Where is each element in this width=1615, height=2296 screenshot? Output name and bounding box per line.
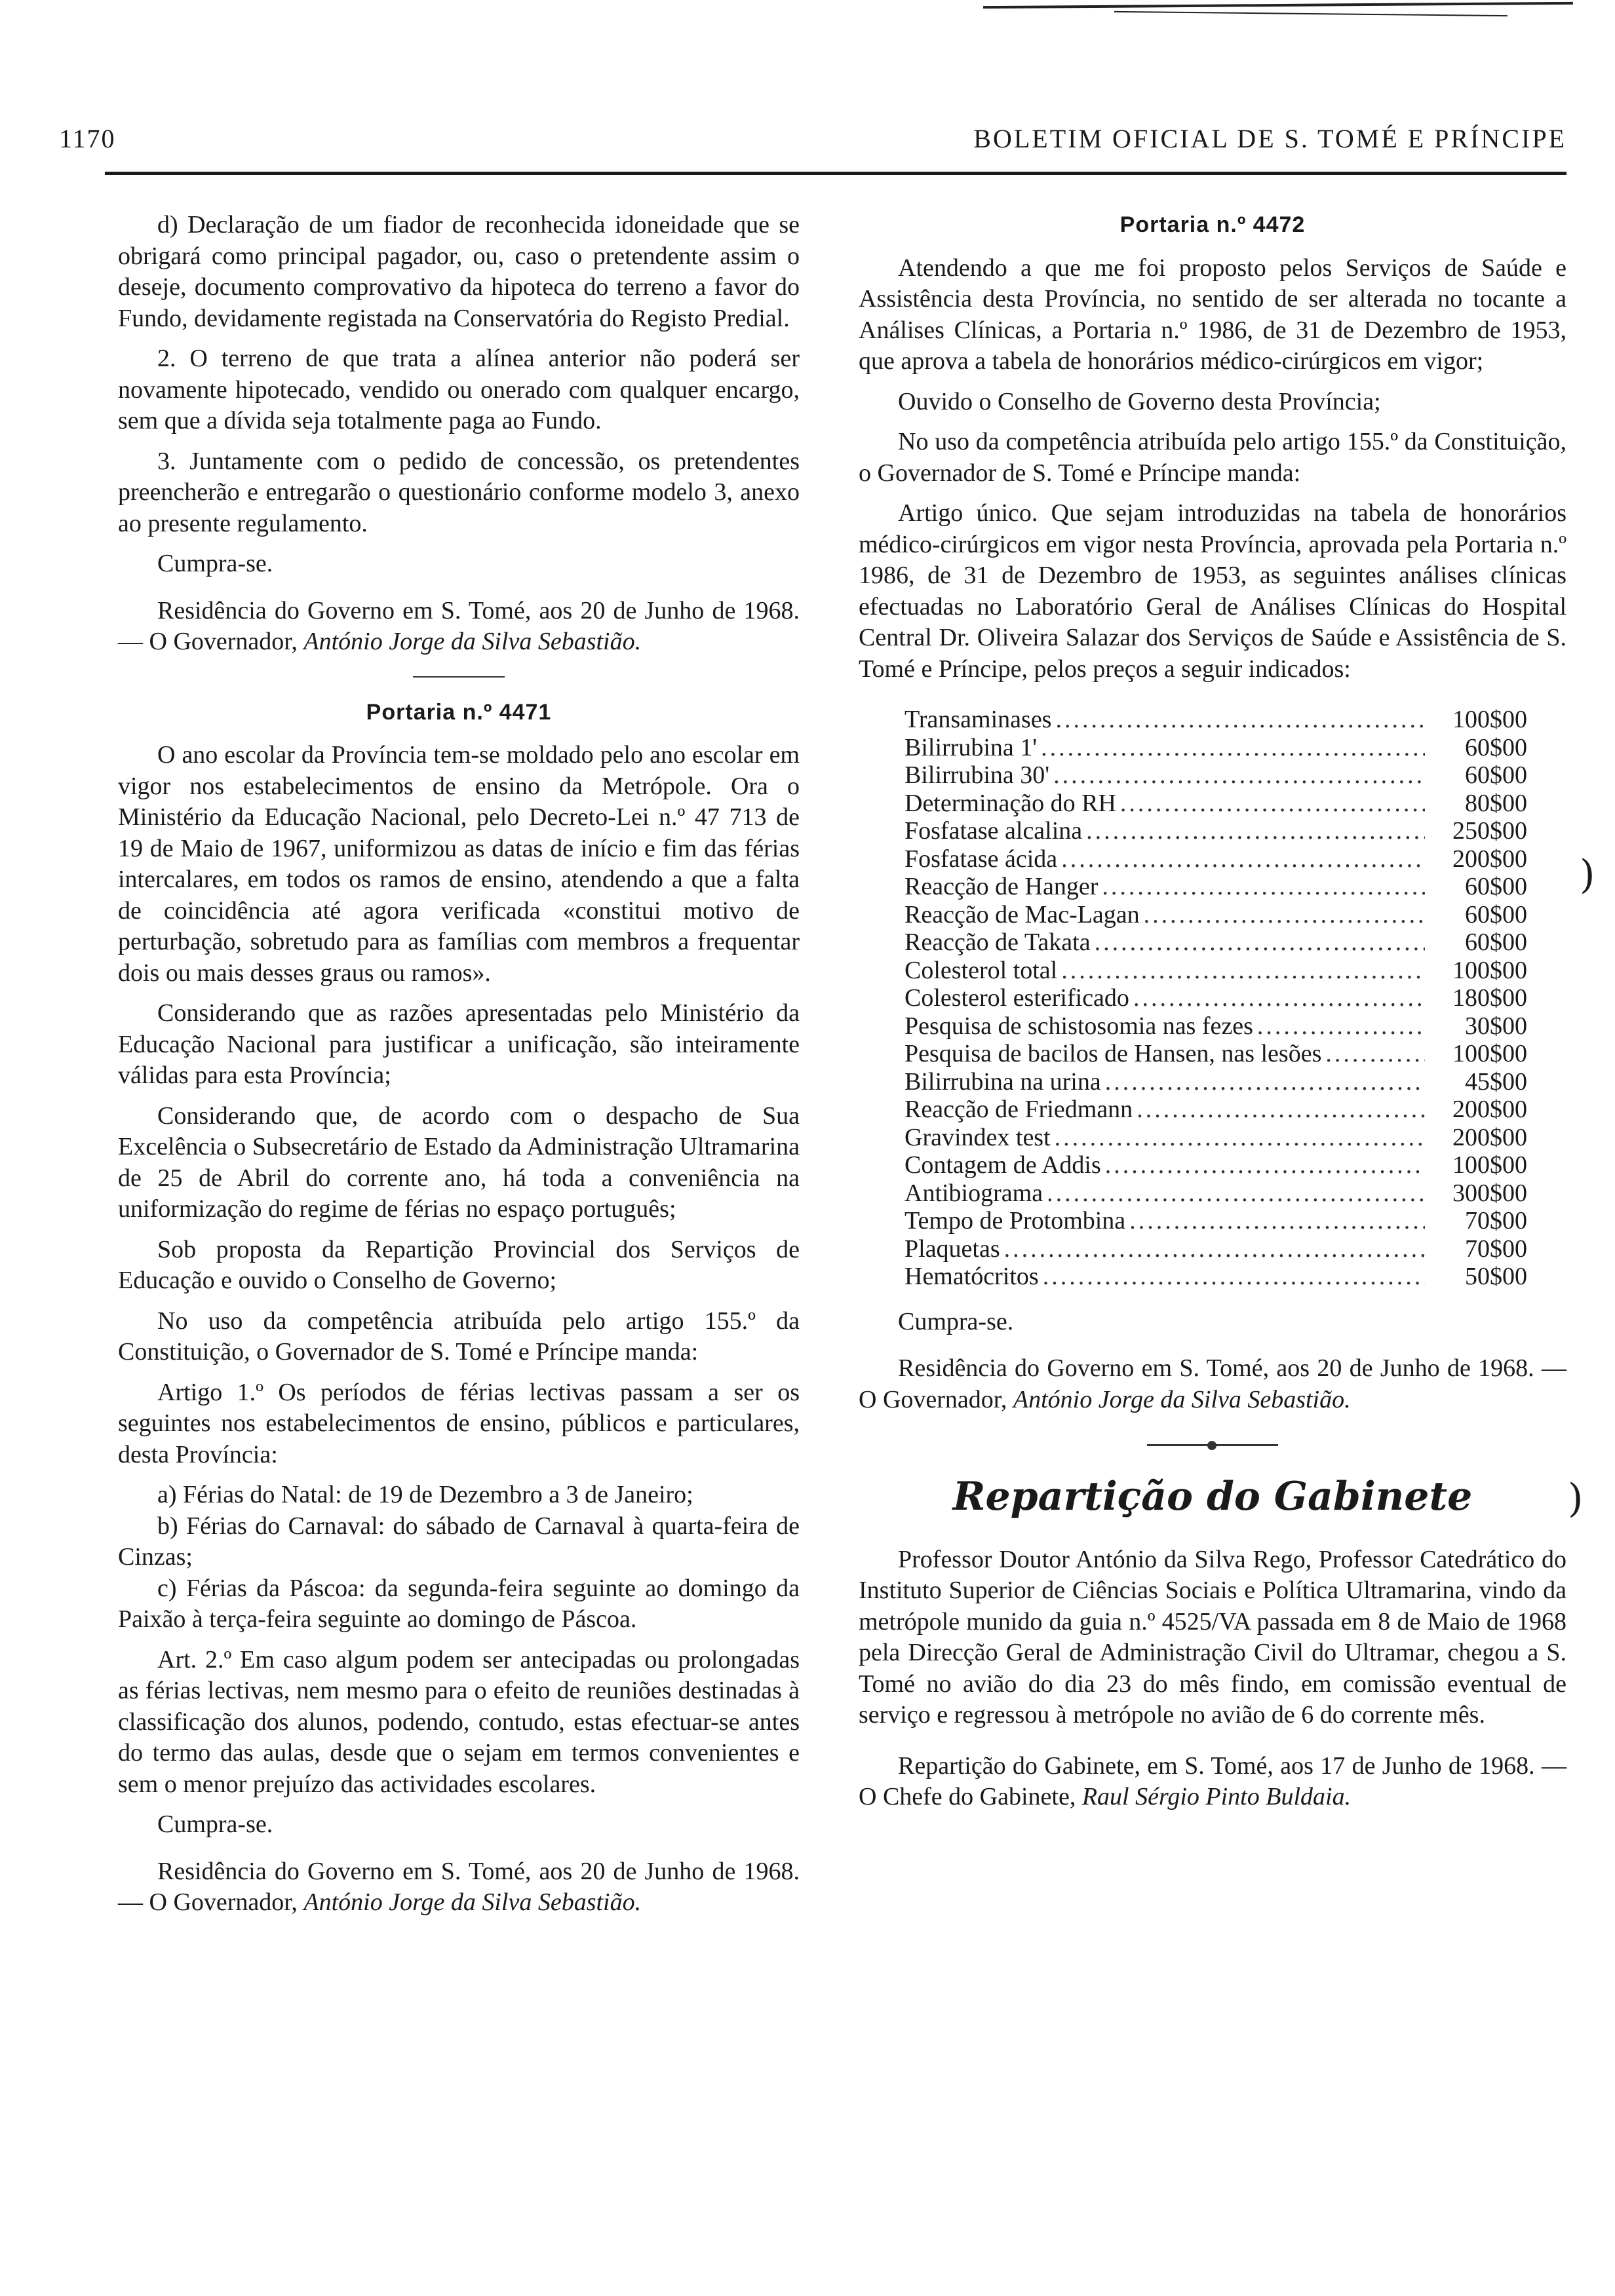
fee-name: Plaquetas [905, 1234, 1000, 1263]
left-column [118, 210, 800, 1919]
fee-row [905, 1178, 1527, 1206]
fee-price: 200$00 [1452, 1123, 1527, 1151]
fee-leader-dots [1105, 1150, 1425, 1181]
fee-row [905, 900, 1527, 928]
divider-dot [1207, 1441, 1216, 1450]
fee-row [905, 733, 1527, 761]
p4471-paragraph-1: O ano escolar da Província tem-se moldado pelo ano escolar em vigor nos estabelecimentos de ensino da Metrópole. Ora o Ministério da Educação Nacional, pelo Decreto-Lei n.º 47 713 de 19 de Maio de 1967, uniformizou as datas de início e fim das férias intercalares, em todos os ramos de ensino, atendendo a que a falta de coincidência até agora verificada «constitui motivo de perturbação, sobretudo para as famílias com membros a frequentar dois ou mais desses graus ou ramos». [118, 741, 800, 987]
chefe-name: Raul Sérgio Pinto Buldaia. [1081, 1783, 1352, 1810]
p4471-artigo-2: Art. 2.º Em caso algum podem ser antecipadas ou prolongadas as férias lectivas, nem mesmo para o efeito de reuniões destinadas à classificação dos alunos, podendo, contudo, estas efectuar-se antes do termo das aulas, desde que o sejam em termos convenientes e sem o menor prejuízo das actividades escolares. [118, 1645, 800, 1798]
fee-price: 100$00 [1452, 706, 1527, 733]
fee-name: Determinação do RH [905, 789, 1116, 817]
scan-artifact-top-line-2 [1114, 11, 1508, 16]
fee-name: Bilirrubina 1' [905, 733, 1038, 761]
fee-name: Contagem de Addis [905, 1151, 1101, 1179]
fee-row [905, 788, 1527, 816]
fee-row [905, 816, 1527, 844]
fee-leader-dots [1325, 1039, 1425, 1070]
fee-price: 60$00 [1465, 900, 1527, 928]
governor-name-2: António Jorge da Silva Sebastião. [303, 1888, 642, 1916]
fee-row [905, 1122, 1527, 1151]
fee-price: 180$00 [1452, 984, 1527, 1012]
gabinete-paragraph-1: Professor Doutor António da Silva Rego, Professor Catedrático do Instituto Superior de Ciências Sociais e Política Ultramarina, vindo da metrópole munido da guia n.º 4525/VA passada em 8 de Maio de 1968 pela Direcção Geral de Administração Civil do Ultramar, chegou a S. Tomé no avião do dia 23 do mês findo, em comissão eventual de serviço e regressou à metrópole no avião de 6 do corrente mês. [859, 1545, 1566, 1729]
governor-name-3: António Jorge da Silva Sebastião. [1013, 1385, 1351, 1413]
fee-leader-dots [1102, 871, 1425, 903]
fee-table [859, 704, 1566, 1290]
list-item-a: a) Férias do Natal: de 19 de Dezembro a 3 de Janeiro; [157, 1481, 693, 1508]
fee-price: 300$00 [1452, 1179, 1527, 1207]
fee-price: 100$00 [1452, 1151, 1527, 1179]
right-column [859, 210, 1566, 1813]
fee-leader-dots [1055, 704, 1425, 736]
fee-leader-dots [1041, 733, 1425, 764]
fee-name: Reacção de Mac-Lagan [905, 900, 1140, 928]
fee-price: 60$00 [1465, 761, 1527, 789]
residencia-2 [118, 1856, 800, 1919]
fee-name: Pesquisa de schistosomia nas fezes [905, 1012, 1253, 1040]
fee-name: Fosfatase alcalina [905, 817, 1083, 845]
fee-price: 70$00 [1465, 1207, 1527, 1234]
fee-name: Bilirrubina na urina [905, 1067, 1101, 1096]
residencia-3 [859, 1353, 1566, 1415]
p4472-paragraph-2: Ouvido o Conselho de Governo desta Província; [898, 387, 1381, 415]
fee-price: 100$00 [1452, 1040, 1527, 1067]
fee-name: Pesquisa de bacilos de Hansen, nas lesões [905, 1040, 1322, 1067]
governor-name-1: António Jorge da Silva Sebastião. [303, 628, 642, 655]
fee-row [905, 1039, 1527, 1067]
fee-price: 60$00 [1465, 928, 1527, 956]
fee-name: Reacção de Hanger [905, 873, 1099, 900]
fee-price: 60$00 [1465, 733, 1527, 761]
portaria-4472-title: Portaria n.º 4472 [1119, 212, 1306, 237]
fee-name: Gravindex test [905, 1123, 1051, 1151]
fee-leader-dots [1053, 760, 1425, 792]
fee-leader-dots [1043, 1261, 1425, 1293]
p4472-paragraph-1: Atendendo a que me foi proposto pelos Serviços de Saúde e Assistência desta Província, no sentido de ser alterada no tocante a Análises Clínicas, a Portaria n.º 1986, de 31 de Dezembro de 1953, que aprova a tabela de honorários médico-cirúrgicos em vigor; [859, 254, 1566, 375]
header-rule [105, 172, 1566, 175]
cumpra-se-3: Cumpra-se. [898, 1307, 1014, 1335]
fee-name: Reacção de Friedmann [905, 1096, 1133, 1123]
fee-row [905, 1011, 1527, 1039]
fee-row [905, 844, 1527, 872]
fee-row [905, 871, 1527, 900]
residencia-1-text: Residência do Governo em S. Tomé, aos 20 de Junho de 1968. — O Governador, [118, 596, 800, 655]
fee-row [905, 983, 1527, 1011]
residencia-2-text: Residência do Governo em S. Tomé, aos 20 de Junho de 1968. — O Governador, [118, 1857, 800, 1916]
fee-row [905, 1261, 1527, 1290]
gabinete-signature [859, 1751, 1566, 1813]
p4471-paragraph-3: Considerando que, de acordo com o despacho de Sua Excelência o Subsecretário de Estado da Administração Ultramarina de 25 de Abril do corrente ano, há toda a conveniência na uniformização do regime de férias no espaço português; [118, 1101, 800, 1223]
fee-leader-dots [1129, 1206, 1425, 1237]
fee-price: 200$00 [1452, 1096, 1527, 1123]
fee-leader-dots [1004, 1234, 1425, 1265]
fee-price: 100$00 [1452, 956, 1527, 984]
fee-name: Fosfatase ácida [905, 845, 1058, 873]
fee-row [905, 1234, 1527, 1262]
fee-name: Reacção de Takata [905, 928, 1091, 956]
residencia-3-text: Residência do Governo em S. Tomé, aos 20 de Junho de 1968. — O Governador, [859, 1354, 1566, 1413]
fee-price: 200$00 [1452, 845, 1527, 873]
fee-leader-dots [1133, 983, 1425, 1014]
cumpra-se-1: Cumpra-se. [157, 550, 273, 577]
fee-leader-dots [1061, 844, 1425, 875]
p4471-paragraph-5: No uso da competência atribuída pelo artigo 155.º da Constituição, o Governador de S. Tomé e Príncipe manda: [118, 1307, 800, 1366]
fee-price: 60$00 [1465, 873, 1527, 900]
running-title: BOLETIM OFICIAL DE S. TOMÉ E PRÍNCIPE [973, 124, 1566, 153]
fee-row [905, 1067, 1527, 1095]
fee-name: Bilirrubina 30' [905, 761, 1050, 789]
fee-price: 250$00 [1452, 817, 1527, 845]
p4471-artigo-1: Artigo 1.º Os períodos de férias lectivas passam a ser os seguintes nos estabelecimentos de ensino, públicos e particulares, desta Província: [118, 1378, 800, 1468]
section-divider-dot [1147, 1444, 1278, 1446]
cumpra-se-2: Cumpra-se. [157, 1810, 273, 1838]
fee-leader-dots [1257, 1011, 1425, 1043]
fee-leader-dots [1047, 1178, 1425, 1210]
gabinete-title: Repartição do Gabinete [952, 1474, 1473, 1520]
fee-price: 30$00 [1465, 1012, 1527, 1040]
fee-row [905, 927, 1527, 955]
fee-row [905, 1094, 1527, 1122]
p4472-paragraph-3: No uso da competência atribuída pelo artigo 155.º da Constituição, o Governador de S. Tomé e Príncipe manda: [859, 428, 1566, 487]
fee-leader-dots [1086, 816, 1425, 847]
fee-name: Colesterol total [905, 956, 1058, 984]
fee-leader-dots [1137, 1094, 1425, 1126]
fee-name: Colesterol esterificado [905, 984, 1129, 1012]
fee-row [905, 955, 1527, 984]
fee-leader-dots [1055, 1122, 1425, 1154]
margin-bracket-bottom: ) [1568, 1476, 1584, 1521]
page-number: 1170 [59, 124, 116, 153]
margin-bracket-top: ) [1580, 852, 1595, 898]
fee-row [905, 704, 1527, 733]
fee-leader-dots [1144, 900, 1425, 931]
fee-price: 45$00 [1465, 1067, 1527, 1096]
fee-price: 50$00 [1465, 1263, 1527, 1290]
paragraph-3: 3. Juntamente com o pedido de concessão, os pretendentes preencherão e entregarão o questionário conforme modelo 3, anexo ao presente regulamento. [118, 447, 800, 537]
paragraph-2: 2. O terreno de que trata a alínea anterior não poderá ser novamente hipotecado, vendido ou onerado com qualquer encargo, sem que a dívida seja totalmente paga ao Fundo. [118, 345, 800, 434]
p4472-artigo-unico: Artigo único. Que sejam introduzidas na tabela de honorários médico-cirúrgicos em vigor nesta Província, aprovada pela Portaria n.º 1986, de 31 de Dezembro de 1953, as seguintes análises clínicas efectuadas no Laboratório Geral de Análises Clínicas do Hospital Central Dr. Oliveira Salazar dos Serviços de Saúde e Assistência de S. Tomé e Príncipe, pelos preços a seguir indicados: [859, 499, 1566, 683]
portaria-4471-title: Portaria n.º 4471 [366, 699, 552, 725]
scan-artifact-top-line [983, 2, 1573, 9]
fee-leader-dots [1095, 927, 1425, 959]
fee-name: Tempo de Protombina [905, 1207, 1126, 1234]
gabinete-paragraph-2: Repartição do Gabinete, em S. Tomé, aos 17 de Junho de 1968. — O Chefe do Gabinete, [859, 1751, 1566, 1810]
residencia-1 [118, 596, 800, 658]
list-item-c: c) Férias da Páscoa: da segunda-feira seguinte ao domingo da Paixão à terça-feira seguinte ao domingo de Páscoa. [118, 1574, 800, 1633]
fee-name: Hematócritos [905, 1263, 1039, 1290]
paragraph-d: d) Declaração de um fiador de reconhecida idoneidade que se obrigará como principal pagador, ou, caso o pretendente assim o deseje, documento comprovativo da hipoteca do terreno a favor do Fundo, devidamente registada na Conservatória do Registo Predial. [118, 211, 800, 332]
page-header [59, 123, 1566, 169]
fee-price: 80$00 [1465, 789, 1527, 817]
fee-row [905, 760, 1527, 788]
fee-price: 70$00 [1465, 1234, 1527, 1263]
p4471-paragraph-4: Sob proposta da Repartição Provincial dos Serviços de Educação e ouvido o Conselho de Governo; [118, 1235, 800, 1294]
fee-row [905, 1206, 1527, 1234]
fee-row [905, 1150, 1527, 1178]
fee-name: Antibiograma [905, 1179, 1043, 1207]
fee-leader-dots [1061, 955, 1425, 987]
fee-leader-dots [1120, 788, 1425, 820]
section-divider [413, 676, 505, 678]
fee-name: Transaminases [905, 706, 1052, 733]
p4471-paragraph-2: Considerando que as razões apresentadas pelo Ministério da Educação Nacional para justificar a unificação, são inteiramente válidas para esta Província; [118, 999, 800, 1089]
fee-leader-dots [1105, 1067, 1425, 1098]
list-item-b: b) Férias do Carnaval: do sábado de Carnaval à quarta-feira de Cinzas; [118, 1512, 800, 1571]
